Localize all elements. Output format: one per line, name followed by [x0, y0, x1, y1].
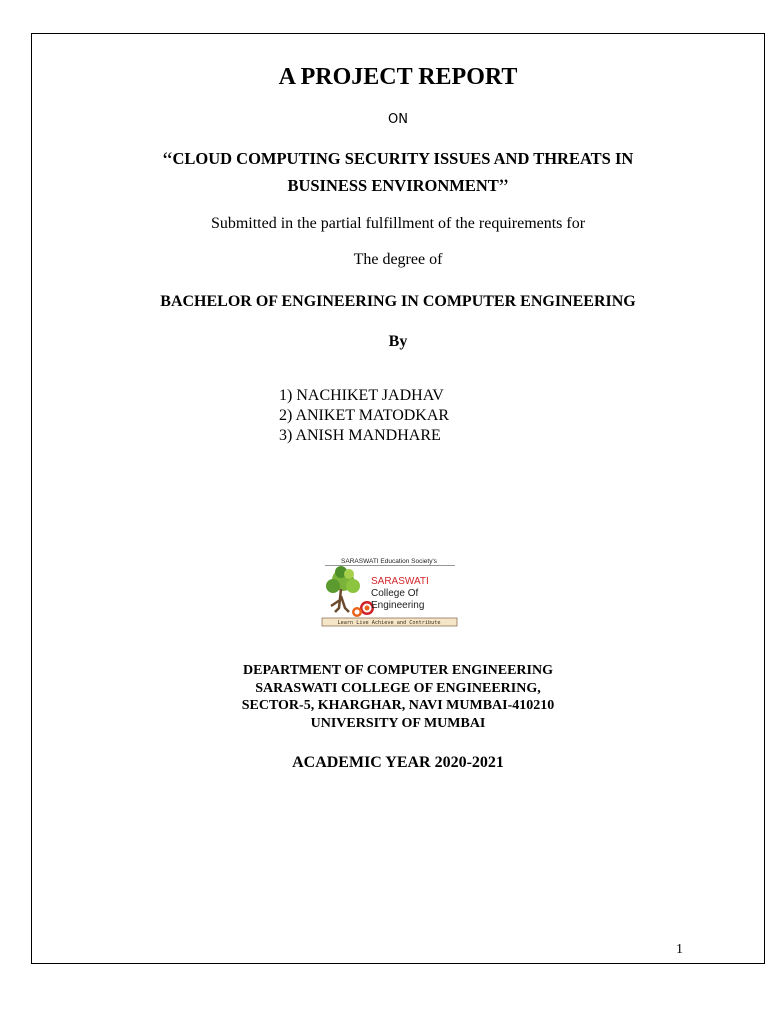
- college-name: SARASWATI COLLEGE OF ENGINEERING,: [255, 680, 541, 696]
- author-list: [279, 386, 449, 446]
- on-label: ON: [388, 112, 408, 127]
- close-quote: ”: [498, 174, 509, 199]
- university-name: UNIVERSITY OF MUMBAI: [310, 715, 486, 731]
- topic-line-1: CLOUD COMPUTING SECURITY ISSUES AND THREATS IN: [172, 149, 634, 168]
- author-item: 1) NACHIKET JADHAV: [279, 387, 444, 404]
- project-topic: [31, 146, 765, 200]
- logo-society-text: SARASWATI Education Society's: [341, 558, 437, 565]
- department-name: DEPARTMENT OF COMPUTER ENGINEERING: [243, 663, 553, 678]
- degree-of-text: The degree of: [353, 251, 443, 268]
- logo-name-line-3: Engineering: [371, 600, 425, 611]
- page-number: 1: [676, 942, 683, 957]
- academic-year: ACADEMIC YEAR 2020-2021: [292, 754, 504, 771]
- report-title: A PROJECT REPORT: [278, 64, 518, 90]
- author-item: 3) ANISH MANDHARE: [279, 427, 441, 444]
- logo-name-line-1: SARASWATI: [371, 576, 429, 587]
- logo-name-line-2: College Of: [371, 588, 419, 599]
- topic-line-2: BUSINESS ENVIRONMENT: [287, 176, 499, 195]
- college-address: SECTOR-5, KHARGHAR, NAVI MUMBAI-410210: [241, 698, 555, 713]
- logo-motto: Learn Live Achieve and Contribute: [337, 620, 441, 626]
- open-quote: “: [162, 147, 173, 172]
- degree-name: BACHELOR OF ENGINEERING IN COMPUTER ENGINEERING: [160, 293, 636, 310]
- submitted-text: Submitted in the partial fulfillment of the requirements for: [210, 215, 586, 232]
- author-item: 2) ANIKET MATODKAR: [279, 407, 450, 424]
- institution-block: [31, 662, 765, 732]
- tree-icon: [326, 566, 360, 612]
- college-logo: [319, 556, 460, 627]
- by-label: By: [388, 333, 408, 350]
